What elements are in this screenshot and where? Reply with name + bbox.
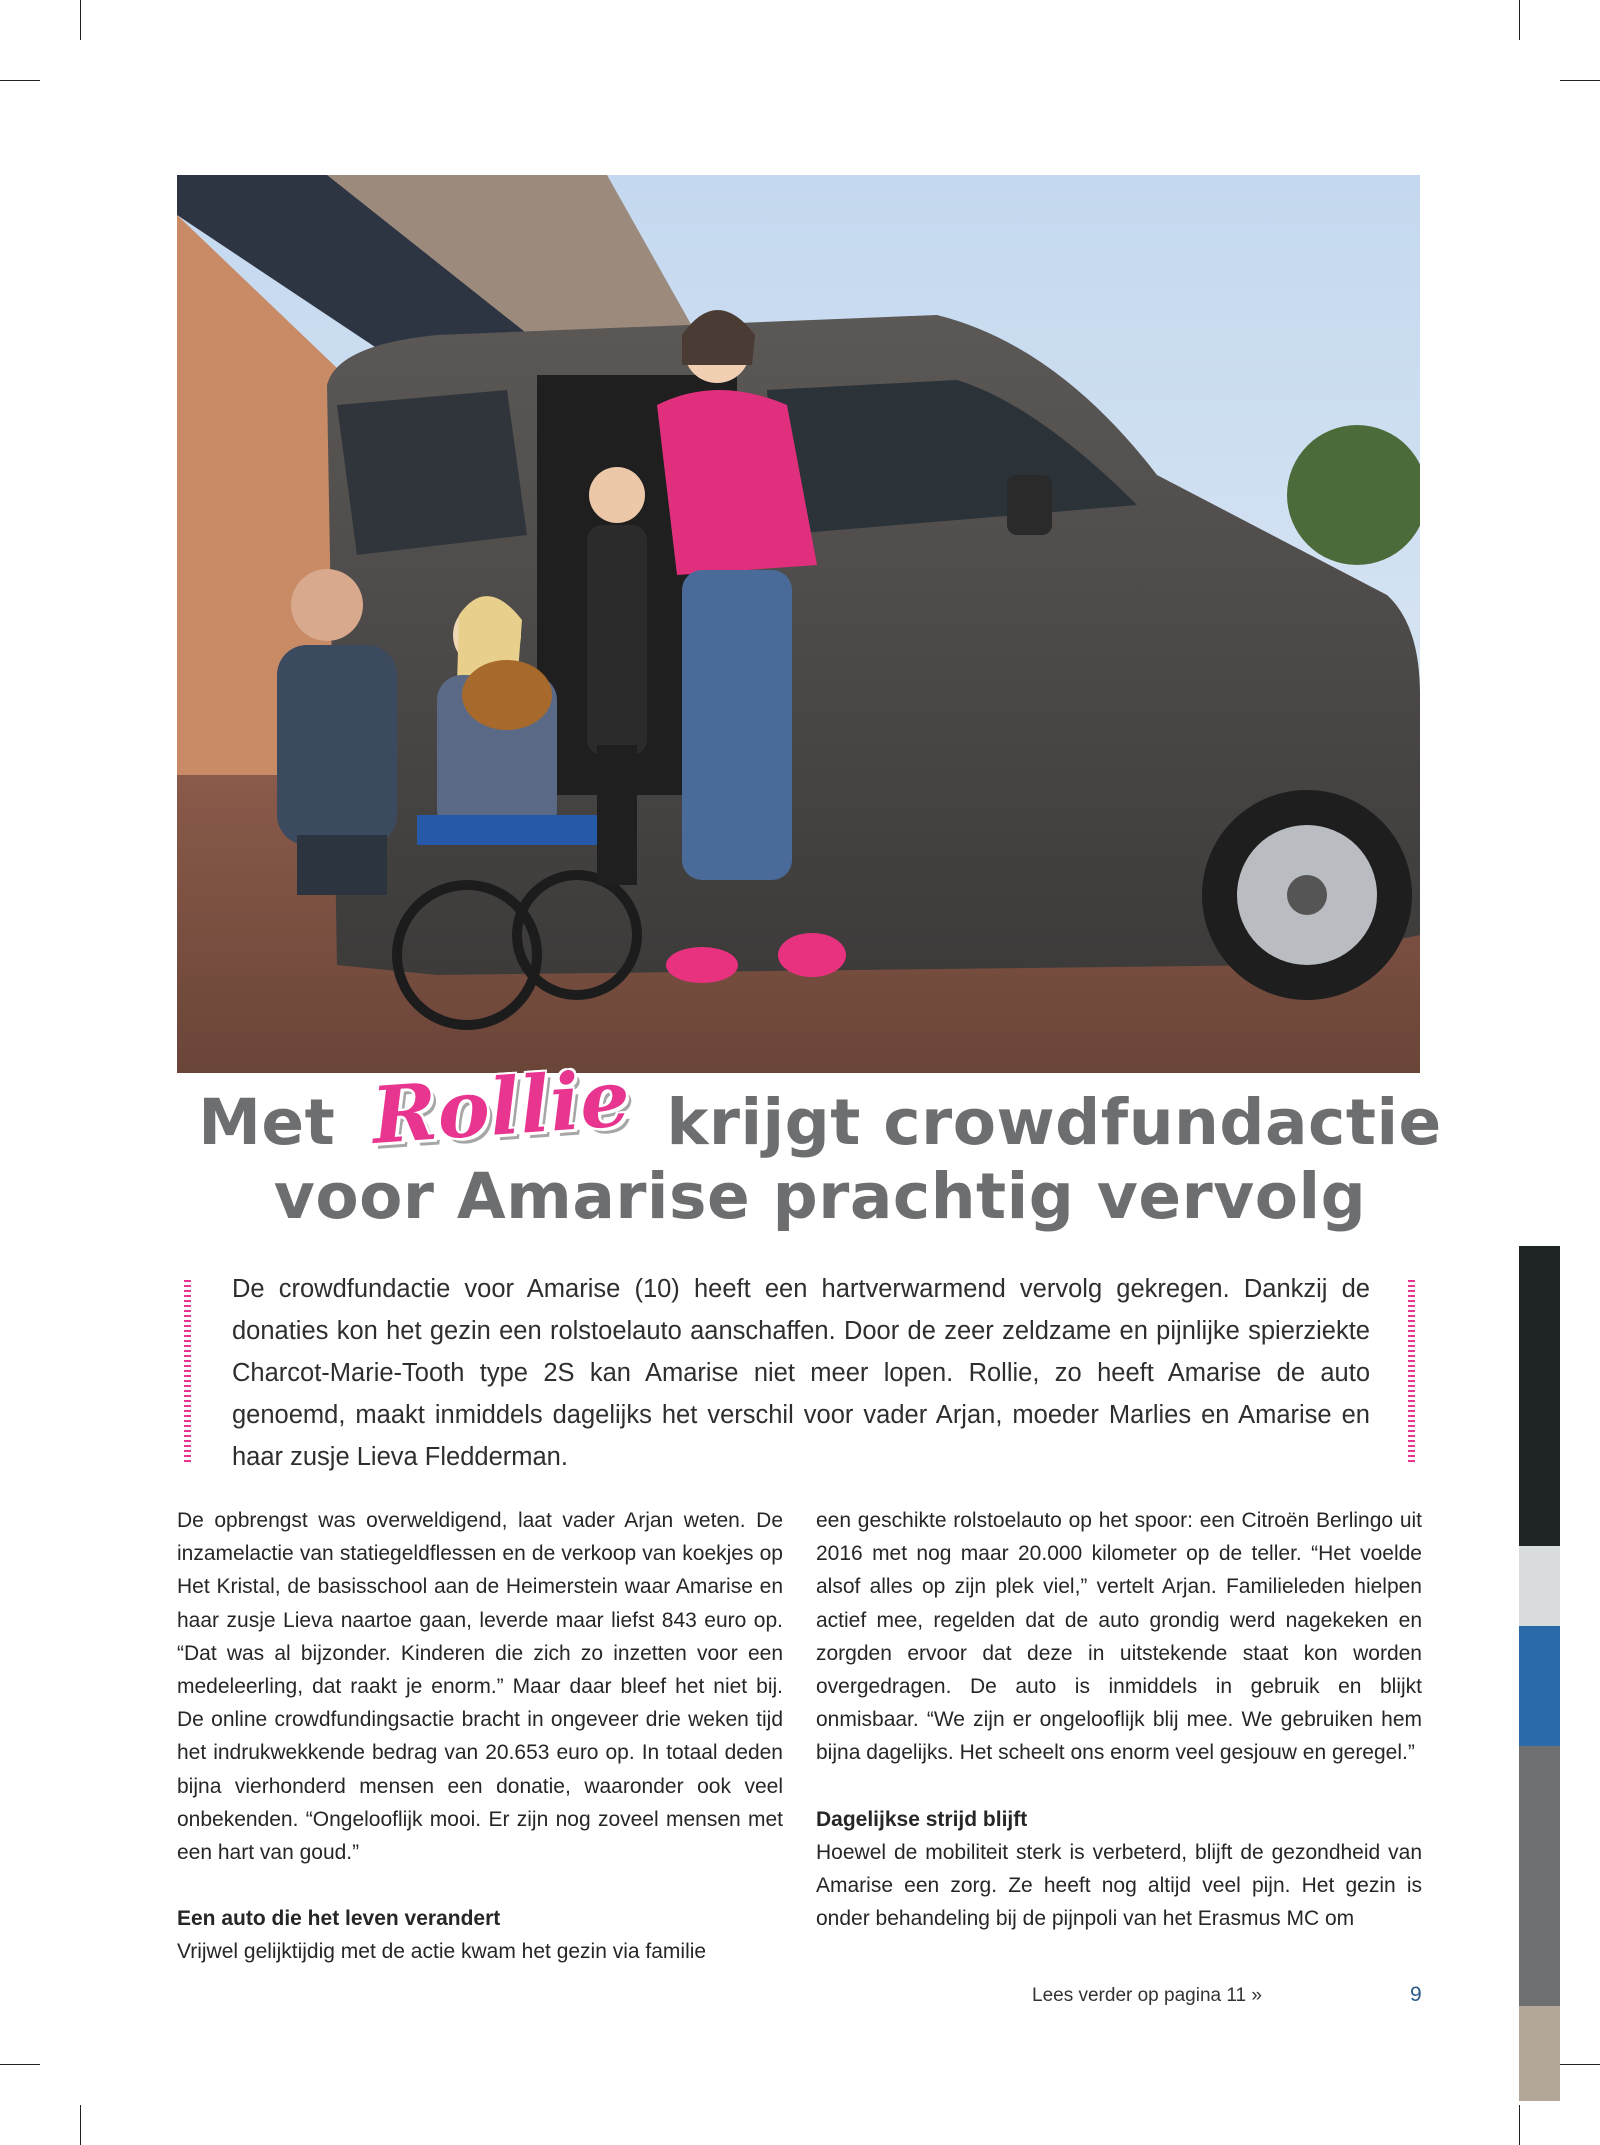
family-car-photo	[177, 175, 1420, 1073]
column-right-paragraph-1: een geschikte rolstoelauto op het spoor: een Citroën Berlingo uit 2016 met nog maar 20.000 kilometer op de teller. “Het voelde alsof alles op zijn plek viel,” vertelt Arjan. Familieleden hielpen actief mee, regelden dat de auto grondig werd nagekeken en zorgden ervoor dat deze in uitstekende staat kon worden overgedragen. De auto is inmiddels in gebruik en blijkt onmisbaar. “We zijn er ongelooflijk blij mee. We gebruiken hem bijna dagelijks. Het scheelt ons enorm veel gesjouw en geregel.”	[816, 1509, 1422, 1765]
intro-decor-bar-right	[1408, 1280, 1415, 1462]
column-left-subheading: Een auto die het leven verandert	[177, 1907, 501, 1931]
crop-mark	[0, 80, 40, 81]
headline-line-1	[150, 1053, 1490, 1163]
intro-decor-bar-left	[184, 1280, 191, 1462]
page-number: 9	[1410, 1983, 1422, 2006]
column-left-paragraph-1: De opbrengst was overweldigend, laat vader Arjan weten. De inzamelactie van statiegeldflessen en de verkoop van koekjes op Het Kristal, de basisschool aan de Heimerstein waar Amarise en haar zusje Lieva naartoe gaan, leverde maar liefst 843 euro op. “Dat was al bijzonder. Kinderen die zich zo inzetten voor een medeleerling, dat raakt je enorm.” Maar daar bleef het niet bij. De online crowdfundingsactie bracht in ongeveer drie weken tijd het indrukwekkende bedrag van 20.653 euro op. In totaal deden bijna vierhonderd mensen een donatie, waaronder ook veel onbekenden. “Ongelooflijk mooi. Er zijn nog zoveel mensen met een hart van goud.”	[177, 1509, 783, 1865]
headline-line-2: voor Amarise prachtig vervolg	[273, 1160, 1367, 1233]
crop-mark	[0, 2064, 40, 2065]
article-column-right	[816, 1504, 1422, 1935]
column-right-paragraph-2: Hoewel de mobiliteit sterk is verbeterd, blijft de gezondheid van Amarise een zorg. Ze heeft nog altijd veel pijn. Het gezin is onder behandeling bij de pijnpoli van het Erasmus MC om	[816, 1840, 1422, 1931]
crop-mark	[80, 0, 81, 40]
adjacent-page-photo-strip	[1519, 1246, 1560, 2101]
crop-mark	[1560, 2064, 1600, 2065]
intro-paragraph: De crowdfundactie voor Amarise (10) heeft een hartverwarmend vervolg gekregen. Dankzij de donaties kon het gezin een rolstoelauto aanschaffen. Door de zeer zeldzame en pijnlijke spierziekte Charcot-Marie-Tooth type 2S kan Amarise niet meer lopen. Rollie, zo heeft Amarise de auto genoemd, maakt inmiddels dagelijks het verschil voor vader Arjan, moeder Marlies en Amarise en haar zusje Lieva Fledderman.	[232, 1275, 1370, 1471]
article-column-left	[177, 1504, 783, 1969]
headline-before: Met	[198, 1086, 336, 1159]
continue-reading-note: Lees verder op pagina 11 »	[1032, 1985, 1262, 2006]
headline-rollie-highlight: Rollie	[368, 1053, 633, 1162]
photo-illustration	[177, 175, 1420, 1073]
crop-mark	[80, 2105, 81, 2145]
column-right-subheading: Dagelijkse strijd blijft	[816, 1807, 1028, 1831]
column-left-paragraph-2: Vrijwel gelijktijdig met de actie kwam het gezin via familie	[177, 1940, 707, 1964]
headline-after: krijgt crowdfundactie	[666, 1086, 1442, 1159]
crop-mark	[1519, 2105, 1520, 2145]
crop-mark	[1560, 80, 1600, 81]
crop-mark	[1519, 0, 1520, 40]
